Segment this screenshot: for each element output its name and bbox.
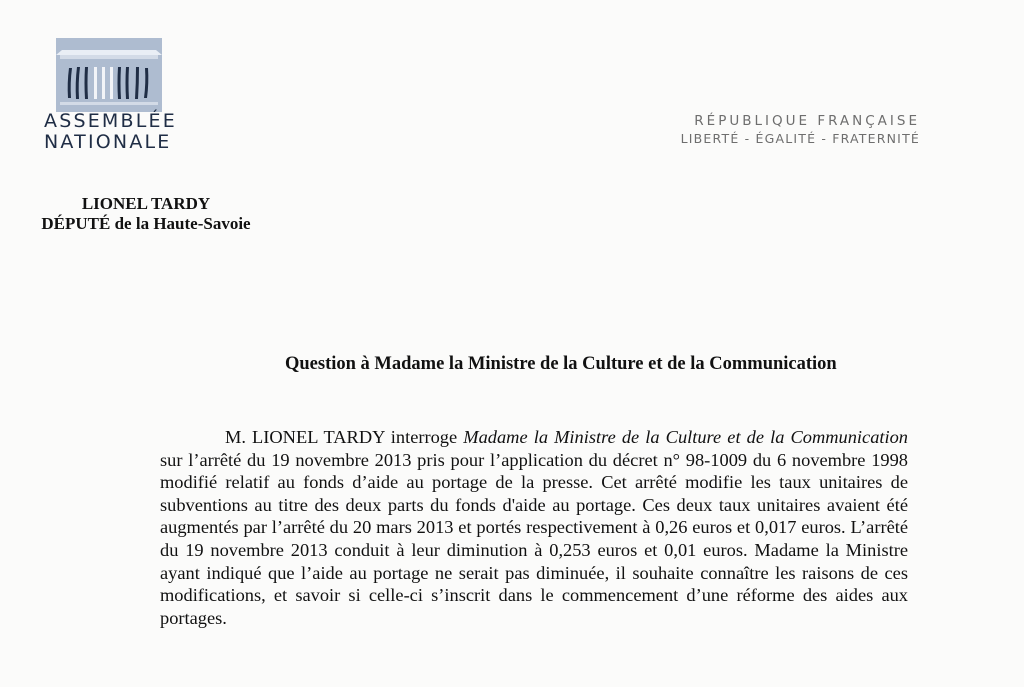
building-columns-icon bbox=[56, 38, 162, 112]
republic-title: RÉPUBLIQUE FRANÇAISE bbox=[694, 113, 920, 129]
author-title: DÉPUTÉ de la Haute-Savoie bbox=[41, 214, 251, 233]
question-body bbox=[160, 426, 908, 629]
logo-line-2: NATIONALE bbox=[44, 131, 172, 153]
question-subject: Question à Madame la Ministre de la Culture et de la Communication bbox=[285, 354, 837, 374]
body-addressee: Madame la Ministre de la Culture et de la Communication bbox=[463, 427, 908, 447]
body-opening: M. LIONEL TARDY interroge bbox=[225, 427, 464, 447]
author-block bbox=[20, 194, 272, 234]
logo-line-1: ASSEMBLÉE bbox=[44, 110, 177, 132]
author-name: LIONEL TARDY bbox=[81, 194, 211, 213]
republic-header bbox=[681, 112, 920, 148]
body-text: sur l’arrêté du 19 novembre 2013 pris pour l’application du décret n° 98-1009 du 6 novembre 1998 modifié relatif au fonds d’aide au portage de la presse. Cet arrêté modifie les taux unitaires de subventions au titre des deux parts du fonds d'aide au portage. Ces deux taux unitaires avaient été augmentés par l’arrêté du 20 mars 2013 et portés respectivement à 0,26 euros et 0,017 euros. L’arrêté du 19 novembre 2013 conduit à leur diminution à 0,253 euros et 0,01 euros. Madame la Ministre ayant indiqué que l’aide au portage ne serait pas diminuée, il souhaite connaître les raisons de ces modifications, et savoir si celle-ci s’inscrit dans le commencement d’une réforme des aides aux portages. bbox=[160, 449, 908, 628]
logo-wordmark bbox=[44, 111, 184, 153]
republic-motto: LIBERTÉ - ÉGALITÉ - FRATERNITÉ bbox=[680, 131, 920, 146]
